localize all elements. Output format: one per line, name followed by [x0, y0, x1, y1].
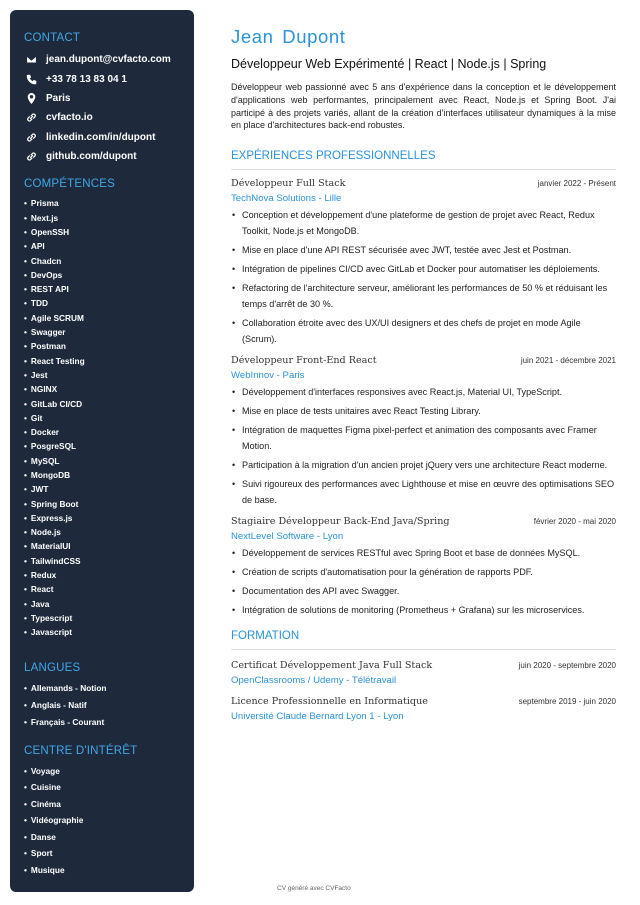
- link-icon: [24, 151, 38, 163]
- footer-text: CV généré avec CVFacto: [277, 885, 351, 892]
- skill-item: • MySQL: [24, 454, 194, 468]
- education-header: [231, 696, 616, 707]
- education-date: septembre 2019 - juin 2020: [518, 697, 616, 707]
- contact-item: [24, 128, 194, 147]
- education-date: juin 2020 - septembre 2020: [518, 661, 616, 671]
- job-title: Développeur Front-End React: [231, 355, 377, 367]
- skill-item: • API: [24, 239, 194, 253]
- interest-item: • Danse: [24, 829, 194, 846]
- skill-item: • Chadcn: [24, 254, 194, 268]
- envelope-icon: [24, 54, 38, 66]
- job-date: février 2020 - mai 2020: [533, 517, 616, 527]
- contact-item: [24, 69, 194, 88]
- skill-item: • OpenSSH: [24, 225, 194, 239]
- experience-list: [231, 178, 616, 618]
- job-bullet: • Documentation des API avec Swagger.: [231, 583, 616, 599]
- interests-list: [24, 763, 194, 879]
- headline: Développeur Web Expérimenté | React | Node.js | Spring: [231, 57, 547, 71]
- skill-item: • React: [24, 582, 194, 596]
- job-entry: [231, 355, 616, 508]
- skill-item: • JWT: [24, 482, 194, 496]
- sidebar: [10, 10, 194, 892]
- skill-item: • Typescript: [24, 611, 194, 625]
- contact-item: [24, 50, 194, 69]
- interest-item: • Cinéma: [24, 796, 194, 813]
- skill-item: • Javascript: [24, 625, 194, 639]
- skill-item: • Git: [24, 411, 194, 425]
- contact-item: [24, 89, 194, 108]
- interests-section-title: CENTRE D'INTÉRÊT: [24, 744, 138, 757]
- contact-text[interactable]: linkedin.com/in/dupont: [46, 131, 156, 143]
- skill-item: • Express.js: [24, 511, 194, 525]
- skill-item: • Java: [24, 597, 194, 611]
- skill-item: • Postman: [24, 339, 194, 353]
- education-section-title: FORMATION: [231, 630, 300, 643]
- interest-item: • Cuisine: [24, 779, 194, 796]
- skill-item: • TailwindCSS: [24, 554, 194, 568]
- interest-item: • Sport: [24, 845, 194, 862]
- skill-item: • Spring Boot: [24, 497, 194, 511]
- education-entry: [231, 696, 616, 722]
- job-bullet: • Mise en place d'une API REST sécurisée avec JWT, testée avec Jest et Postman.: [231, 242, 616, 258]
- skill-item: • NGINX: [24, 382, 194, 396]
- skill-item: • Node.js: [24, 525, 194, 539]
- skill-item: • Redux: [24, 568, 194, 582]
- job-bullet: • Intégration de solutions de monitoring (Prometheus + Grafana) sur les microservices.: [231, 602, 616, 618]
- job-title: Stagiaire Développeur Back-End Java/Spring: [231, 516, 450, 528]
- skill-item: • PosgreSQL: [24, 439, 194, 453]
- job-entry: [231, 516, 616, 618]
- job-date: juin 2021 - décembre 2021: [520, 356, 616, 366]
- section-divider: [231, 649, 616, 650]
- job-company: WebInnov - Paris: [231, 370, 305, 382]
- job-bullet: • Création de scripts d'automatisation pour la génération de rapports PDF.: [231, 564, 616, 580]
- job-bullet: • Suivi rigoureux des performances avec Lighthouse et mise en œuvre des optimisations SEO de base.: [231, 476, 616, 508]
- job-bullets: [231, 384, 616, 508]
- job-header: [231, 355, 616, 366]
- skills-list: [24, 196, 194, 639]
- contact-item: [24, 108, 194, 127]
- job-header: [231, 516, 616, 527]
- education-school: Université Claude Bernard Lyon 1 - Lyon: [231, 711, 404, 723]
- job-title: Développeur Full Stack: [231, 178, 346, 190]
- skills-section-title: COMPÉTENCES: [24, 178, 116, 191]
- skill-item: • MaterialUI: [24, 539, 194, 553]
- skill-item: • Prisma: [24, 196, 194, 210]
- job-bullet: • Refactoring de l'architecture serveur, améliorant les performances de 50 % et réduisant les temps d'arrêt de 30 %.: [231, 280, 616, 312]
- skill-item: • GitLab CI/CD: [24, 397, 194, 411]
- languages-list: [24, 680, 194, 731]
- job-date: janvier 2022 - Présent: [537, 179, 616, 189]
- languages-section-title: LANGUES: [24, 661, 81, 674]
- interest-item: • Musique: [24, 862, 194, 879]
- skill-item: • Docker: [24, 425, 194, 439]
- interest-item: • Vidéographie: [24, 812, 194, 829]
- link-icon: [24, 112, 38, 124]
- contact-text: +33 78 13 83 04 1: [46, 73, 127, 85]
- job-company: TechNova Solutions - Lille: [231, 193, 342, 205]
- job-entry: [231, 178, 616, 347]
- education-list: [231, 660, 616, 722]
- education-title: Licence Professionnelle en Informatique: [231, 696, 428, 708]
- job-bullet: • Collaboration étroite avec des UX/UI designers et des chefs de projet en mode Agile (Scrum).: [231, 315, 616, 347]
- job-bullet: • Développement de services RESTful avec Spring Boot et base de données MySQL.: [231, 545, 616, 561]
- summary: Développeur web passionné avec 5 ans d'expérience dans la conception et le développement d'applications web performantes, principalement avec React, Node.js et Spring Boot. J'ai participé à des projets variés, allant de la création d'interfaces utilisateur dynamiques à la mise en place d'architectures back-end robustes.: [231, 82, 616, 131]
- language-item: • Français - Courant: [24, 714, 194, 731]
- language-item: • Allemands - Notion: [24, 680, 194, 697]
- job-bullet: • Participation à la migration d'un ancien projet jQuery vers une architecture React moderne.: [231, 457, 616, 473]
- link-icon: [24, 131, 38, 143]
- phone-icon: [24, 73, 38, 85]
- skill-item: • Next.js: [24, 211, 194, 225]
- contact-item: [24, 147, 194, 166]
- interest-item: • Voyage: [24, 763, 194, 780]
- skill-item: • TDD: [24, 296, 194, 310]
- skill-item: • DevOps: [24, 268, 194, 282]
- main-content: [231, 26, 616, 722]
- skill-item: • MongoDB: [24, 468, 194, 482]
- candidate-name: Jean Dupont: [231, 26, 346, 47]
- skill-item: • Jest: [24, 368, 194, 382]
- job-bullets: [231, 545, 616, 618]
- language-item: • Anglais - Natif: [24, 697, 194, 714]
- education-school: OpenClassrooms / Udemy - Télétravail: [231, 675, 397, 687]
- job-bullets: [231, 207, 616, 347]
- skill-item: • REST API: [24, 282, 194, 296]
- job-header: [231, 178, 616, 189]
- contact-text: Paris: [46, 92, 71, 104]
- skill-item: • Agile SCRUM: [24, 311, 194, 325]
- contact-text[interactable]: github.com/dupont: [46, 151, 137, 163]
- map-pin-icon: [24, 92, 38, 104]
- contact-text[interactable]: cvfacto.io: [46, 112, 93, 124]
- skill-item: • Swagger: [24, 325, 194, 339]
- section-divider: [231, 169, 616, 170]
- contact-text: jean.dupont@cvfacto.com: [46, 54, 171, 66]
- job-bullet: • Développement d'interfaces responsives avec React.js, Material UI, TypeScript.: [231, 384, 616, 400]
- job-bullet: • Intégration de maquettes Figma pixel-perfect et animation des composants avec Framer Motion.: [231, 422, 616, 454]
- job-company: NextLevel Software - Lyon: [231, 531, 344, 543]
- job-bullet: • Intégration de pipelines CI/CD avec GitLab et Docker pour automatiser les déploiements.: [231, 261, 616, 277]
- contact-section-title: CONTACT: [24, 32, 81, 44]
- experience-section-title: EXPÉRIENCES PROFESSIONNELLES: [231, 150, 436, 163]
- education-header: [231, 660, 616, 671]
- contact-list: [24, 50, 194, 166]
- job-bullet: • Mise en place de tests unitaires avec React Testing Library.: [231, 403, 616, 419]
- job-bullet: • Conception et développement d'une plateforme de gestion de projet avec React, Redux Toolkit, Node.js et MongoDB.: [231, 207, 616, 239]
- education-title: Certificat Développement Java Full Stack: [231, 660, 433, 672]
- skill-item: • React Testing: [24, 354, 194, 368]
- education-entry: [231, 660, 616, 686]
